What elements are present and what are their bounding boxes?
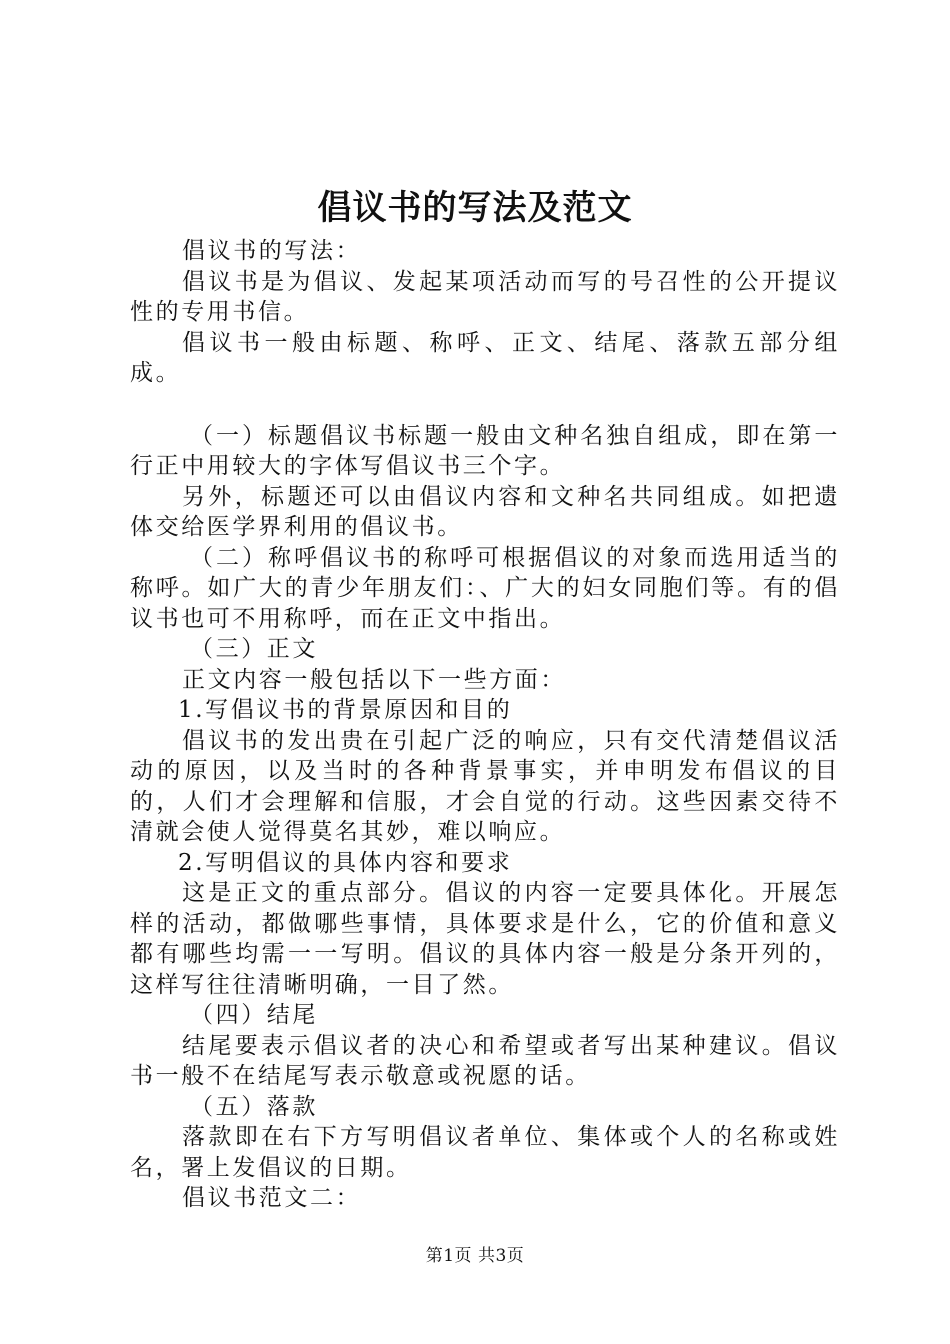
document-body	[130, 236, 840, 1214]
paragraph-gap	[130, 389, 840, 421]
paragraph-title-alt: 另外，标题还可以由倡议内容和文种名共同组成。如把遗体交给医学界利用的倡议书。	[130, 483, 840, 540]
paragraph-point-2-detail: 这是正文的重点部分。倡议的内容一定要具体化。开展怎样的活动，都做哪些事情，具体要求是什么，它的价值和意义都有哪些均需一一写明。倡议的具体内容一般是分条开列的，这样写往往清晰明确，一目了然。	[130, 880, 840, 998]
paragraph-point-1-detail: 倡议书的发出贵在引起广泛的响应，只有交代清楚倡议活动的原因，以及当时的各种背景事实，并申明发布倡议的目的，人们才会理解和信服，才会自觉的行动。这些因素交待不清就会使人觉得莫名其妙，难以响应。	[130, 727, 840, 845]
paragraph-sample-heading: 倡议书范文二：	[182, 1185, 362, 1211]
paragraph-heading-method: 倡议书的写法：	[182, 238, 362, 264]
paragraph-signature-detail: 落款即在右下方写明倡议者单位、集体或个人的名称或姓名，署上发倡议的日期。	[130, 1124, 840, 1181]
paragraph-signature-heading: （五）落款	[190, 1093, 318, 1120]
paragraph-title-section: （一）标题倡议书标题一般由文种名独自组成，即在第一行正中用较大的字体写倡议书三个字。	[130, 422, 840, 479]
page-footer: 第1页 共3页	[425, 1246, 525, 1266]
paragraph-ending-heading: （四）结尾	[190, 1002, 318, 1028]
paragraph-ending-detail: 结尾要表示倡议者的决心和希望或者写出某种建议。倡议书一般不在结尾写表示敬意或祝愿的话。	[130, 1032, 840, 1089]
paragraph-definition: 倡议书是为倡议、发起某项活动而写的号召性的公开提议性的专用书信。	[130, 268, 840, 325]
document-title: 倡议书的写法及范文	[317, 188, 633, 228]
paragraph-body-heading: （三）正文	[190, 636, 318, 662]
paragraph-structure: 倡议书一般由标题、称呼、正文、结尾、落款五部分组成。	[130, 329, 840, 386]
paragraph-point-2: 2.写明倡议的具体内容和要求	[178, 849, 513, 876]
paragraph-body-intro: 正文内容一般包括以下一些方面：	[182, 666, 566, 693]
paragraph-point-1: 1.写倡议书的背景原因和目的	[178, 697, 513, 723]
paragraph-salutation-section: （二）称呼倡议书的称呼可根据倡议的对象而选用适当的称呼。如广大的青少年朋友们：、广大的妇女同胞们等。有的倡议书也可不用称呼，而在正文中指出。	[130, 544, 840, 632]
